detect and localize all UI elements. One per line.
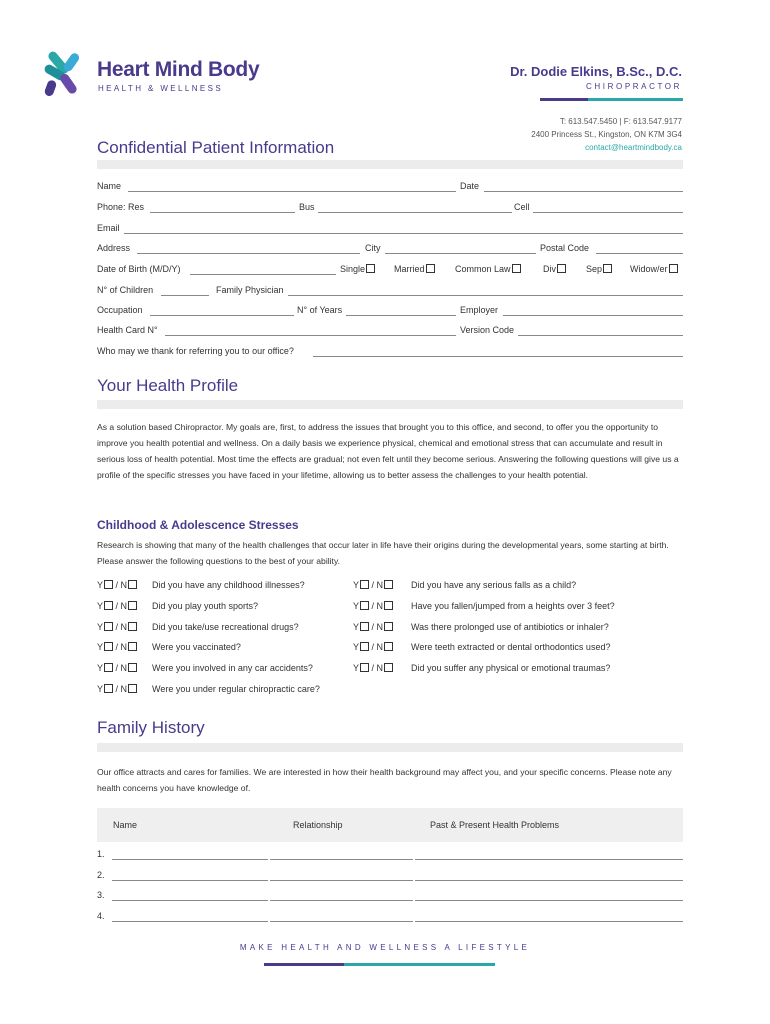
- yes-no-choice: [97, 642, 137, 652]
- children-field[interactable]: [161, 295, 209, 296]
- no-checkbox[interactable]: [384, 663, 393, 672]
- referral-label: Who may we thank for referring you to our office?: [97, 346, 294, 356]
- widow-checkbox[interactable]: [669, 264, 678, 273]
- yes-checkbox[interactable]: [360, 622, 369, 631]
- family-problems-field[interactable]: [415, 880, 683, 881]
- yes-checkbox[interactable]: [104, 642, 113, 651]
- contact-address: 2400 Princess St., Kingston, ON K7M 3G4: [531, 130, 682, 139]
- yes-no-choice: [97, 601, 137, 611]
- no-label: N: [376, 622, 384, 632]
- row-number: 2.: [97, 870, 105, 880]
- yes-label: Y: [353, 580, 360, 590]
- family-problems-field[interactable]: [415, 859, 683, 860]
- no-label: N: [120, 642, 128, 652]
- no-checkbox[interactable]: [384, 622, 393, 631]
- footer-divider-teal: [344, 963, 495, 966]
- no-checkbox[interactable]: [384, 601, 393, 610]
- yes-label: Y: [97, 663, 104, 673]
- section-title-patient-info: Confidential Patient Information: [97, 138, 335, 157]
- family-intro: Our office attracts and cares for families. We are interested in how their health background may affect you, and your specific concerns. Please note any health concerns you have knowledge of.: [97, 767, 672, 793]
- childhood-intro: Research is showing that many of the health challenges that occur later in life have their origins during the developmental years, some starting at birth. Please answer the following questions to the best of your ability.: [97, 540, 669, 566]
- slash: /: [113, 622, 121, 632]
- health-card-field[interactable]: [165, 335, 456, 336]
- no-label: N: [376, 601, 384, 611]
- section-title-family-history: Family History: [97, 718, 205, 737]
- yes-label: Y: [353, 663, 360, 673]
- cell-field[interactable]: [533, 212, 683, 213]
- slash: /: [369, 622, 377, 632]
- no-label: N: [120, 684, 128, 694]
- header-divider-teal: [588, 98, 683, 101]
- no-checkbox[interactable]: [128, 642, 137, 651]
- common-law-checkbox[interactable]: [512, 264, 521, 273]
- physician-label: Family Physician: [216, 285, 284, 295]
- no-checkbox[interactable]: [384, 642, 393, 651]
- div-label: Div: [543, 264, 556, 274]
- slash: /: [113, 601, 121, 611]
- yes-checkbox[interactable]: [104, 684, 113, 693]
- yes-no-choice: [353, 642, 393, 652]
- slash: /: [369, 580, 377, 590]
- yes-no-choice: [97, 580, 137, 590]
- no-label: N: [120, 622, 128, 632]
- question-text: Was there prolonged use of antibiotics or inhaler?: [411, 622, 609, 632]
- years-field[interactable]: [346, 315, 456, 316]
- email-field[interactable]: [124, 233, 683, 234]
- bus-field[interactable]: [318, 212, 512, 213]
- col-header-name: Name: [113, 820, 138, 830]
- yes-no-choice: [97, 622, 137, 632]
- question-text: Were teeth extracted or dental orthodontics used?: [411, 642, 611, 652]
- question-text: Did you suffer any physical or emotional traumas?: [411, 663, 611, 673]
- health-profile-text: As a solution based Chiropractor. My goals are, first, to address the issues that brought you to this office, and second, to offer you the opportunity to improve you health potential and wellness. On a daily basis we experience physical, chemical and emotional stress that can accumulate and result in serious loss of health potential. Most time the effects are gradual; not even felt until they become serious. Answering the following questions will give us a profile of the specific stresses you have faced in your lifetime, allowing us to better assess the challenges to your health potential.: [97, 422, 679, 480]
- dob-label: Date of Birth (M/D/Y): [97, 264, 181, 274]
- doctor-role: CHIROPRACTOR: [586, 82, 682, 91]
- postal-code-label: Postal Code: [540, 243, 590, 253]
- col-header-relationship: Relationship: [293, 820, 343, 830]
- doctor-name: Dr. Dodie Elkins, B.Sc., D.C.: [510, 64, 682, 79]
- yes-no-choice: [353, 622, 393, 632]
- date-label: Date: [460, 181, 480, 191]
- widow-option[interactable]: [630, 264, 678, 274]
- name-label: Name: [97, 181, 122, 191]
- header-divider: [540, 98, 588, 101]
- physician-field[interactable]: [288, 295, 683, 296]
- family-relationship-field[interactable]: [270, 921, 413, 922]
- slash: /: [369, 642, 377, 652]
- city-field[interactable]: [385, 253, 536, 254]
- single-checkbox[interactable]: [366, 264, 375, 273]
- employer-label: Employer: [460, 305, 499, 315]
- single-option[interactable]: [340, 264, 375, 274]
- sep-option[interactable]: [586, 264, 612, 274]
- family-relationship-field[interactable]: [270, 859, 413, 860]
- yes-checkbox[interactable]: [360, 580, 369, 589]
- bus-label: Bus: [299, 202, 315, 212]
- childhood-title: Childhood & Adolescence Stresses: [97, 518, 299, 532]
- health-card-label: Health Card N°: [97, 325, 158, 335]
- yes-checkbox[interactable]: [360, 601, 369, 610]
- no-label: N: [120, 580, 128, 590]
- version-code-label: Version Code: [460, 325, 515, 335]
- row-number: 4.: [97, 911, 105, 921]
- question-text: Were you vaccinated?: [152, 642, 241, 652]
- married-label: Married: [394, 264, 425, 274]
- no-checkbox[interactable]: [128, 580, 137, 589]
- yes-no-choice: [97, 663, 137, 673]
- contact-phones: T: 613.547.5450 | F: 613.547.9177: [559, 117, 682, 126]
- yes-no-choice: [97, 684, 137, 694]
- no-checkbox[interactable]: [384, 580, 393, 589]
- family-relationship-field[interactable]: [270, 900, 413, 901]
- referral-field[interactable]: [313, 356, 683, 357]
- question-text: Did you have any childhood illnesses?: [152, 580, 305, 590]
- common-law-option[interactable]: [455, 264, 521, 274]
- city-label: City: [365, 243, 381, 253]
- yes-label: Y: [353, 601, 360, 611]
- sep-checkbox[interactable]: [603, 264, 612, 273]
- slash: /: [369, 663, 377, 673]
- name-field[interactable]: [128, 191, 456, 192]
- common-law-label: Common Law: [455, 264, 511, 274]
- yes-checkbox[interactable]: [360, 642, 369, 651]
- years-label: N° of Years: [297, 305, 343, 315]
- slash: /: [113, 580, 121, 590]
- single-label: Single: [340, 264, 366, 274]
- yes-no-choice: [353, 580, 393, 590]
- occupation-label: Occupation: [97, 305, 143, 315]
- yes-checkbox[interactable]: [104, 580, 113, 589]
- no-label: N: [376, 580, 384, 590]
- question-text: Did you take/use recreational drugs?: [152, 622, 299, 632]
- question-text: Did you have any serious falls as a child?: [411, 580, 577, 590]
- div-checkbox[interactable]: [557, 264, 566, 273]
- row-number: 3.: [97, 890, 105, 900]
- no-label: N: [376, 663, 384, 673]
- brand-subtitle: HEALTH & WELLNESS: [98, 84, 224, 93]
- family-relationship-field[interactable]: [270, 880, 413, 881]
- yes-checkbox[interactable]: [104, 622, 113, 631]
- no-label: N: [120, 663, 128, 673]
- yes-label: Y: [353, 622, 360, 632]
- yes-label: Y: [97, 622, 104, 632]
- occupation-field[interactable]: [150, 315, 294, 316]
- question-text: Did you play youth sports?: [152, 601, 259, 611]
- slash: /: [113, 684, 121, 694]
- no-checkbox[interactable]: [128, 684, 137, 693]
- date-field[interactable]: [484, 191, 683, 192]
- family-name-field[interactable]: [112, 900, 268, 901]
- footer-tagline: MAKE HEALTH AND WELLNESS A LIFESTYLE: [239, 943, 531, 952]
- yes-checkbox[interactable]: [104, 601, 113, 610]
- yes-label: Y: [97, 684, 104, 694]
- address-field[interactable]: [137, 253, 360, 254]
- slash: /: [369, 601, 377, 611]
- family-name-field[interactable]: [112, 880, 268, 881]
- slash: /: [113, 642, 121, 652]
- phone-res-label: Phone: Res: [97, 202, 145, 212]
- section-band: [97, 743, 683, 752]
- div-option[interactable]: [543, 264, 566, 274]
- no-checkbox[interactable]: [128, 663, 137, 672]
- yes-checkbox[interactable]: [360, 663, 369, 672]
- sep-label: Sep: [586, 264, 603, 274]
- family-problems-field[interactable]: [415, 921, 683, 922]
- postal-code-field[interactable]: [596, 253, 683, 254]
- family-problems-field[interactable]: [415, 900, 683, 901]
- yes-label: Y: [353, 642, 360, 652]
- yes-no-choice: [353, 601, 393, 611]
- children-label: N° of Children: [97, 285, 154, 295]
- col-header-problems: Past & Present Health Problems: [430, 820, 560, 830]
- no-label: N: [376, 642, 384, 652]
- email-label: Email: [97, 223, 120, 233]
- address-label: Address: [97, 243, 131, 253]
- no-checkbox[interactable]: [128, 622, 137, 631]
- contact-email[interactable]: contact@heartmindbody.ca: [585, 143, 682, 152]
- yes-label: Y: [97, 642, 104, 652]
- widow-label: Widow/er: [630, 264, 668, 274]
- dob-field[interactable]: [190, 274, 336, 275]
- phone-res-field[interactable]: [150, 212, 295, 213]
- yes-label: Y: [97, 601, 104, 611]
- yes-no-choice: [353, 663, 393, 673]
- brand-name: Heart Mind Body: [97, 58, 260, 81]
- married-option[interactable]: [394, 264, 435, 274]
- footer-divider: [264, 963, 344, 966]
- employer-field[interactable]: [503, 315, 683, 316]
- slash: /: [113, 663, 121, 673]
- version-code-field[interactable]: [518, 335, 683, 336]
- question-text: Were you under regular chiropractic care?: [152, 684, 320, 694]
- section-band: [97, 400, 683, 409]
- no-label: N: [120, 601, 128, 611]
- yes-label: Y: [97, 580, 104, 590]
- question-text: Were you involved in any car accidents?: [152, 663, 313, 673]
- section-band: [97, 160, 683, 169]
- married-checkbox[interactable]: [426, 264, 435, 273]
- family-name-field[interactable]: [112, 921, 268, 922]
- family-table-header: [97, 808, 683, 842]
- row-number: 1.: [97, 849, 105, 859]
- question-text: Have you fallen/jumped from a heights over 3 feet?: [411, 601, 615, 611]
- no-checkbox[interactable]: [128, 601, 137, 610]
- heart-mind-body-logo-icon: [40, 48, 90, 98]
- family-name-field[interactable]: [112, 859, 268, 860]
- cell-label: Cell: [514, 202, 530, 212]
- section-title-health-profile: Your Health Profile: [97, 376, 239, 395]
- yes-checkbox[interactable]: [104, 663, 113, 672]
